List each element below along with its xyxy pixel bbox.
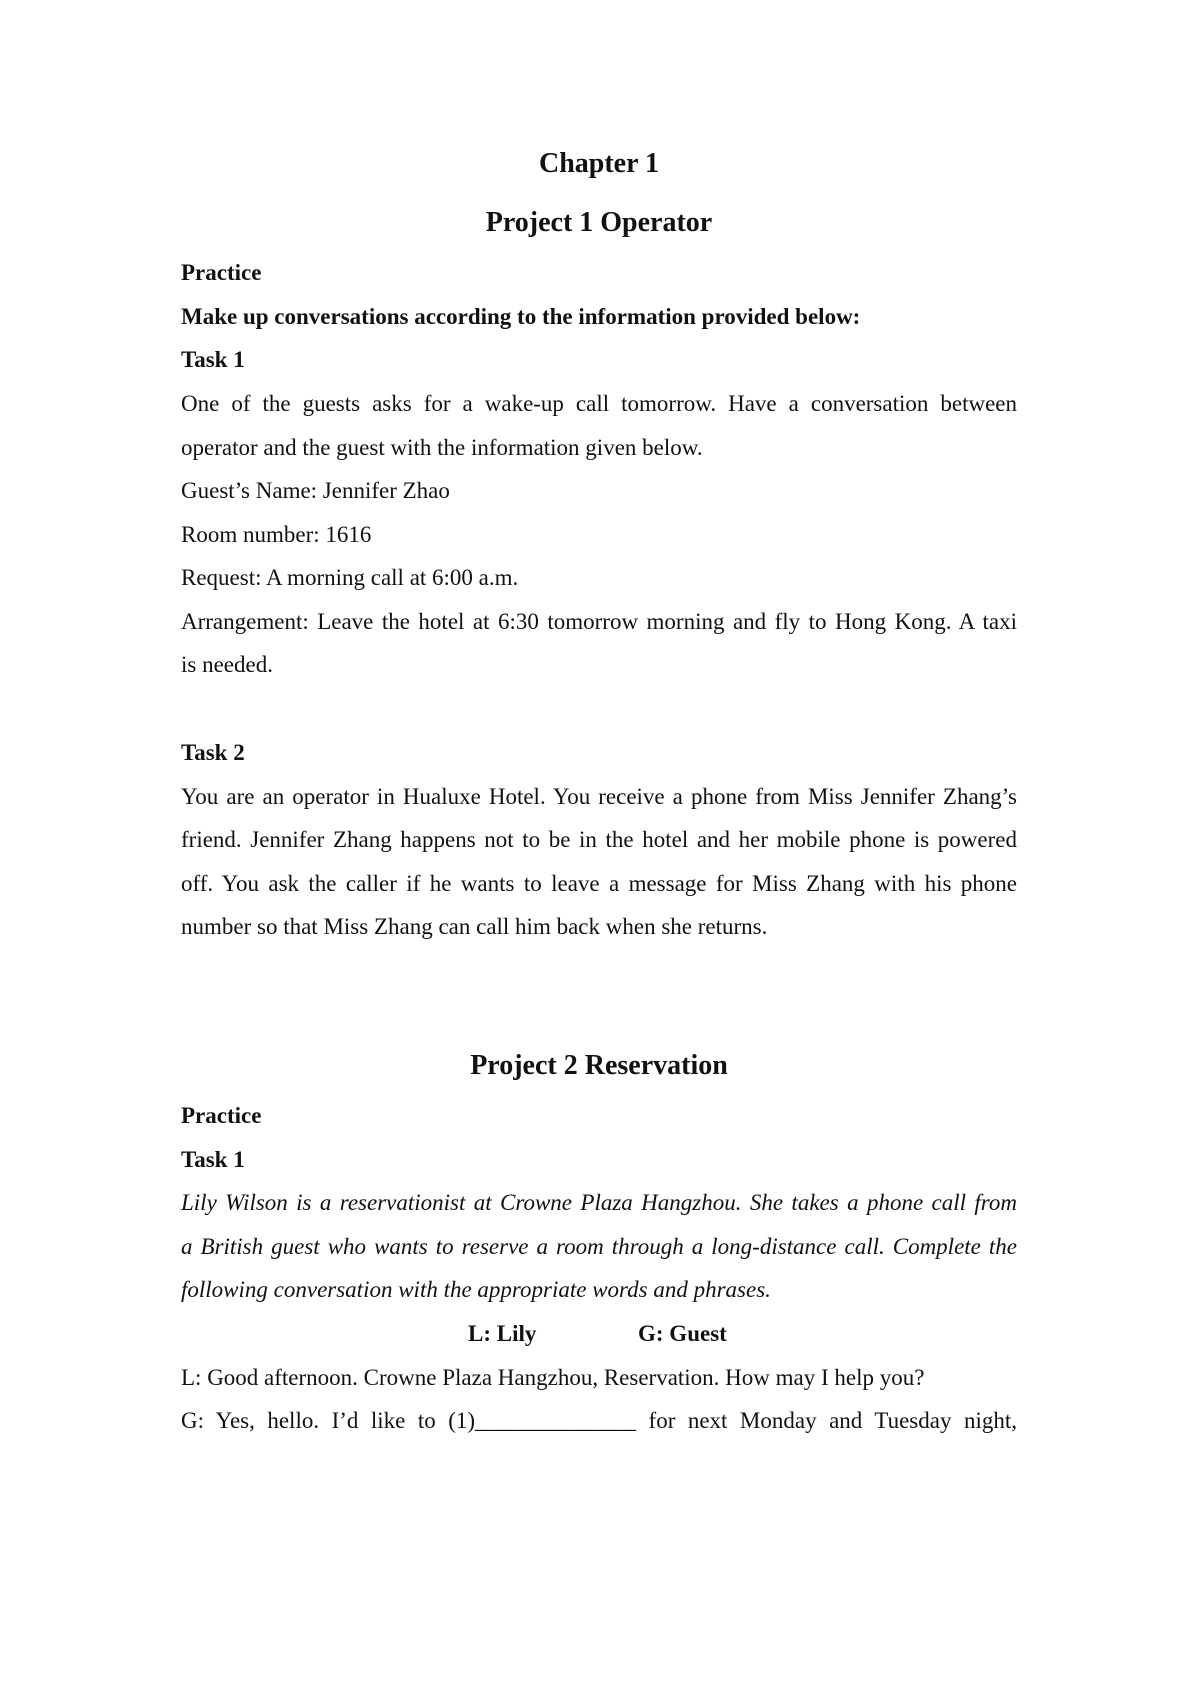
- dialogue-line1: L: Good afternoon. Crowne Plaza Hangzhou, Reservation. How may I help you?: [181, 1365, 925, 1390]
- project2-title: Project 2 Reservation: [470, 1050, 728, 1081]
- project1-practice-heading: Practice: [181, 260, 262, 285]
- project1-task2-line4: number so that Miss Zhang can call him back when she returns.: [181, 914, 768, 939]
- project1-task1-line2: operator and the guest with the information given below.: [181, 435, 703, 460]
- project1-title: Project 1 Operator: [485, 207, 713, 238]
- role-guest: G: Guest: [638, 1321, 727, 1346]
- arrangement-line2: is needed.: [181, 652, 273, 677]
- project2-practice-heading: Practice: [181, 1103, 262, 1128]
- project1-task1-line1: One of the guests asks for a wake-up call tomorrow. Have a conversation between: [181, 391, 1017, 416]
- chapter-title: Chapter 1: [538, 148, 660, 179]
- project1-task1-heading: Task 1: [181, 347, 245, 372]
- dialogue-line2: G: Yes, hello. I’d like to (1)______________ for next Monday and Tuesday night,: [181, 1408, 1017, 1433]
- project1-task2-line3: off. You ask the caller if he wants to leave a message for Miss Zhang with his phone: [181, 871, 1017, 896]
- project2-task1-line3: following conversation with the appropriate words and phrases.: [181, 1277, 771, 1302]
- role-lily: L: Lily: [468, 1321, 537, 1346]
- project1-task2-line2: friend. Jennifer Zhang happens not to be in the hotel and her mobile phone is powered: [181, 827, 1017, 852]
- guest-name-line: Guest’s Name: Jennifer Zhao: [181, 478, 450, 503]
- project1-task2-heading: Task 2: [181, 740, 245, 765]
- project2-task1-heading: Task 1: [181, 1147, 245, 1172]
- project2-task1-line1: Lily Wilson is a reservationist at Crowne Plaza Hangzhou. She takes a phone call from: [181, 1190, 1017, 1215]
- project1-instruction: Make up conversations according to the information provided below:: [181, 304, 861, 329]
- request-line: Request: A morning call at 6:00 a.m.: [181, 565, 519, 590]
- project2-task1-line2: a British guest who wants to reserve a room through a long-distance call. Complete the: [181, 1234, 1017, 1259]
- arrangement-line1: Arrangement: Leave the hotel at 6:30 tomorrow morning and fly to Hong Kong. A taxi: [181, 609, 1017, 634]
- room-number-line: Room number: 1616: [181, 522, 372, 547]
- project1-task2-line1: You are an operator in Hualuxe Hotel. You receive a phone from Miss Jennifer Zhang’s: [181, 784, 1017, 809]
